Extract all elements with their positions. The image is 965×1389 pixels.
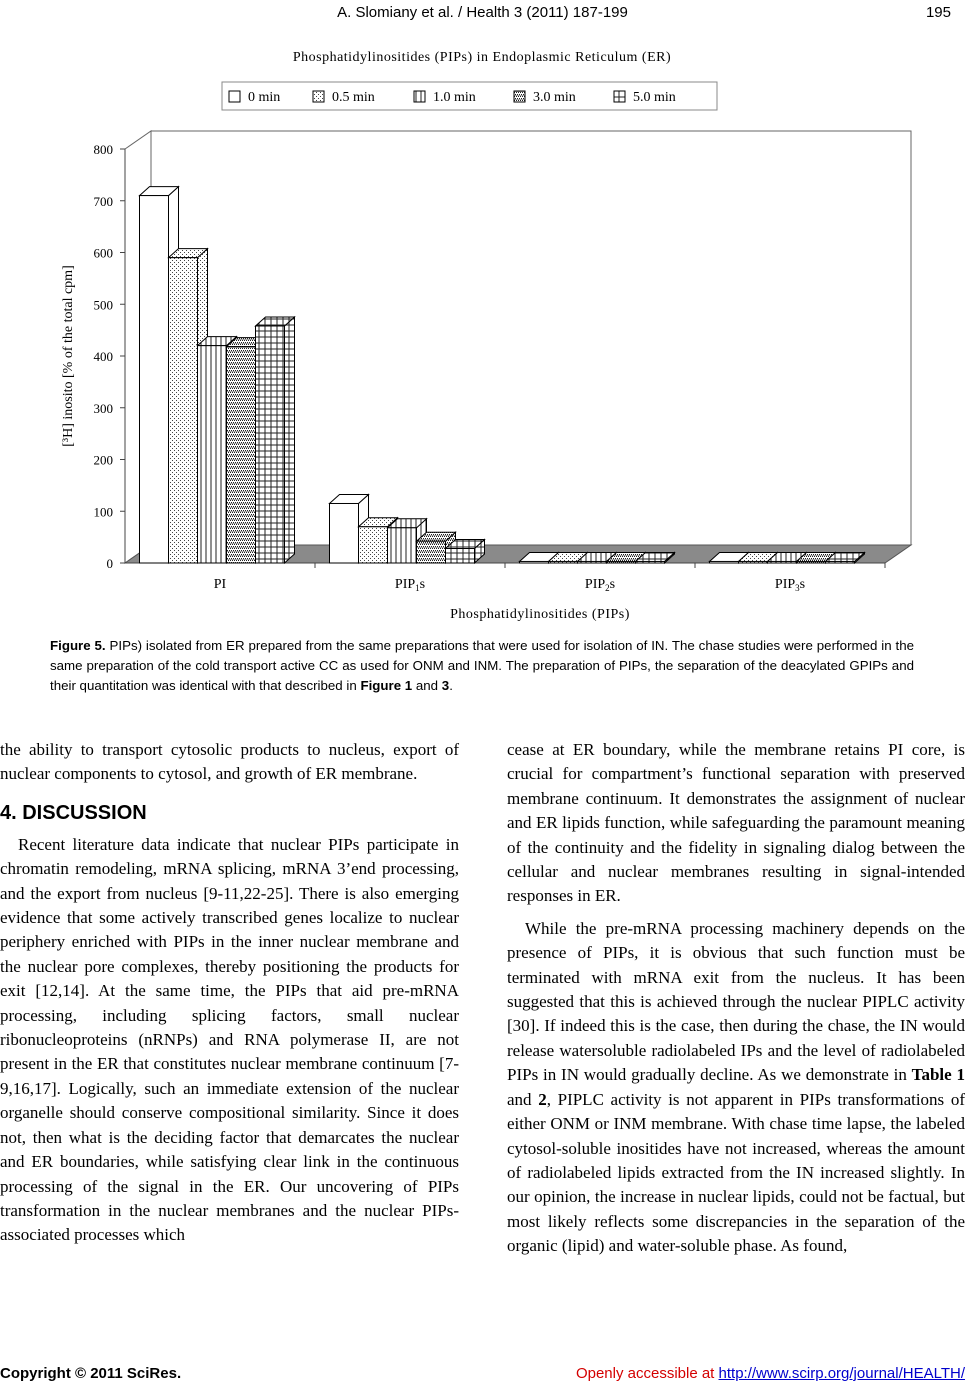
bar-front-0-2 [198, 346, 227, 563]
chart-title: Phosphatidylinositides (PIPs) in Endoplasmic Reticulum (ER) [292, 50, 672, 65]
caption-ref-figure: Figure 1 [360, 678, 413, 693]
bar-front-0-1 [169, 258, 198, 563]
bar-front-1-0 [330, 503, 359, 563]
x-tick-label-2: $PIP_2s$ [584, 577, 616, 593]
bar-front-3-2 [768, 561, 797, 563]
caption-ref-3: 3 [441, 678, 450, 693]
bar-front-0-4 [256, 326, 285, 563]
left-column [0, 738, 459, 1248]
bar-side-0-4 [285, 317, 295, 563]
y-tick-label-100: 100 [93, 504, 113, 520]
bar-chart-svg [0, 36, 965, 626]
bar-front-3-4 [826, 561, 855, 563]
journal-link[interactable]: http://www.scirp.org/journal/HEALTH/ [718, 1365, 965, 1382]
legend-swatch-2 [414, 91, 425, 102]
table-ref-1: Table 1 [911, 1065, 965, 1085]
legend [222, 82, 717, 110]
y-tick-label-600: 600 [93, 245, 113, 261]
x-tick-label-0: PI [213, 577, 227, 592]
section-heading: 4. DISCUSSION [0, 801, 147, 824]
bar-front-1-1 [359, 527, 388, 563]
bar-0-4 [256, 317, 295, 563]
right-paragraph-1: cease at ER boundary, while the membrane retains PI core, is crucial for compartment’s functional separation with preserved membrane continuum. It demonstrates the assignment of nuclear and ER lipids function, while safeguarding the paramount meaning of the continuity and the fidelity in signaling dialog between the cellular and nuclear membranes resulting in signal-intended responses in ER. [507, 740, 965, 906]
right-paragraph-2-a: While the pre-mRNA processing machinery depends on the presence of PIPs, it is obvious that such function must be terminated with mRNA exit from the nucleus. It has been suggested that this is achieved through the nuclear PIPLC activity [30]. If indeed this is the case, then during the chase, the IN would release watersoluble radiolabeled IPs and the level of radiolabeled PIPs in IN would gradually decline. As we demonstrate in [507, 918, 965, 1085]
y-tick-label-800: 800 [93, 142, 113, 157]
bar-front-1-2 [388, 528, 417, 563]
open-access-text: Openly accessible at [575, 1365, 719, 1382]
bar-front-1-3 [417, 541, 446, 563]
bar-front-2-4 [636, 561, 665, 563]
caption-end: . [449, 678, 453, 693]
bar-front-1-4 [446, 549, 475, 563]
caption-and: and [415, 678, 439, 693]
y-tick-label-200: 200 [93, 452, 113, 468]
y-tick-label-0: 0 [106, 556, 113, 571]
y-tick-label-400: 400 [93, 349, 113, 364]
y-tick-label-300: 300 [93, 400, 113, 416]
table-ref-2: 2 [538, 1089, 547, 1109]
page-footer [0, 1363, 965, 1387]
left-discussion-paragraph: Recent literature data indicate that nuclear PIPs participate in chromatin remodeling, mRNA splicing, mRNA 3’end processing, and the export from nucleus [9-11,22-25]. There is also emerging evidence that some actively transcribed genes localize to nuclear periphery enriched with PIPs in the inner nuclear membrane and the nuclear pore complexes, thereby positioning the products for exit [12,14]. At the same time, the PIPs that aid pre-mRNA processing, including splicing factors, small nuclear ribonucleoproteins (nRNPs) and RNA polymerase II, are not present in the ER that constitutes nuclear membrane continuum [7-9,16,17]. Logically, such an immediate extension of the nuclear organelle should conserve compositional similarity. Since it does not, then what is the deciding factor that demarcates the nuclear and ER boundaries, while satisfying clear link in the continuous processing of the signal in the ER. Our uncovering of PIPs transformation in the nuclear membranes and the nuclear PIPs-associated processes which [0, 834, 459, 1245]
legend-label-4: 5.0 min [633, 90, 676, 105]
legend-label-0: 0 min [248, 90, 281, 105]
bar-front-2-2 [578, 561, 607, 563]
bar-front-3-1 [739, 561, 768, 563]
figure-5-chart [0, 36, 965, 626]
open-access-notice [576, 1365, 965, 1382]
page-number: 195 [925, 4, 951, 21]
right-paragraph-2-b: , PIPLC activity is not apparent in PIPs transformations of either ONM or INM membrane. With chase time lapse, the labeled cytosol-soluble inositides have not increased, whereas the amount of radiolabeled lipids extracted from the IN increased slightly. In our opinion, the increase in nuclear lipids, could not be factual, but most likely reflects some discrepancies in the separation of the organic (lipid) and water-soluble phase. As found, [507, 1089, 965, 1256]
bar-front-2-0 [520, 561, 549, 563]
right-and: and [507, 1089, 532, 1109]
legend-swatch-4 [614, 91, 625, 102]
figure-label: Figure 5. [50, 638, 106, 653]
legend-swatch-1 [313, 91, 324, 102]
x-tick-label-3: $PIP_3s$ [774, 577, 806, 593]
left-intro-paragraph: the ability to transport cytosolic products to nucleus, export of nuclear components to cytosol, and growth of ER membrane. [0, 740, 459, 784]
bar-front-0-3 [227, 347, 256, 563]
y-axis-label: [³H] inosito [% of the total cpm] [61, 265, 76, 447]
legend-label-1: 0.5 min [332, 90, 375, 105]
bar-front-0-0 [140, 196, 169, 563]
bar-front-3-0 [710, 561, 739, 563]
bar-1-4 [446, 540, 485, 563]
x-tick-label-1: $PIP_1s$ [394, 577, 426, 593]
caption-text: PIPs) isolated from ER prepared from the same preparations that were used for isolation of IN. The chase studies were performed in the same preparation of the cold transport active CC as used for ONM and INM. The preparation of PIPs, the separation of the deacylated GPIPs and their quantitation was identical with that described in [50, 638, 914, 693]
bar-front-2-1 [549, 561, 578, 563]
legend-swatch-0 [229, 91, 240, 102]
figure-caption [50, 636, 914, 696]
y-tick-label-500: 500 [93, 297, 113, 313]
running-header [0, 2, 965, 24]
running-title: A. Slomiany et al. / Health 3 (2011) 187-199 [337, 4, 628, 21]
copyright: Copyright © 2011 SciRes. [0, 1365, 182, 1382]
legend-label-2: 1.0 min [433, 90, 476, 105]
bar-front-3-3 [797, 561, 826, 563]
right-column [507, 738, 965, 1259]
legend-label-3: 3.0 min [533, 90, 576, 105]
bar-front-2-3 [607, 561, 636, 563]
y-tick-label-700: 700 [93, 193, 113, 209]
legend-swatch-3 [514, 91, 525, 102]
x-axis-label: Phosphatidylinositides (PIPs) [450, 607, 630, 622]
right-paragraph-2 [507, 917, 965, 1259]
